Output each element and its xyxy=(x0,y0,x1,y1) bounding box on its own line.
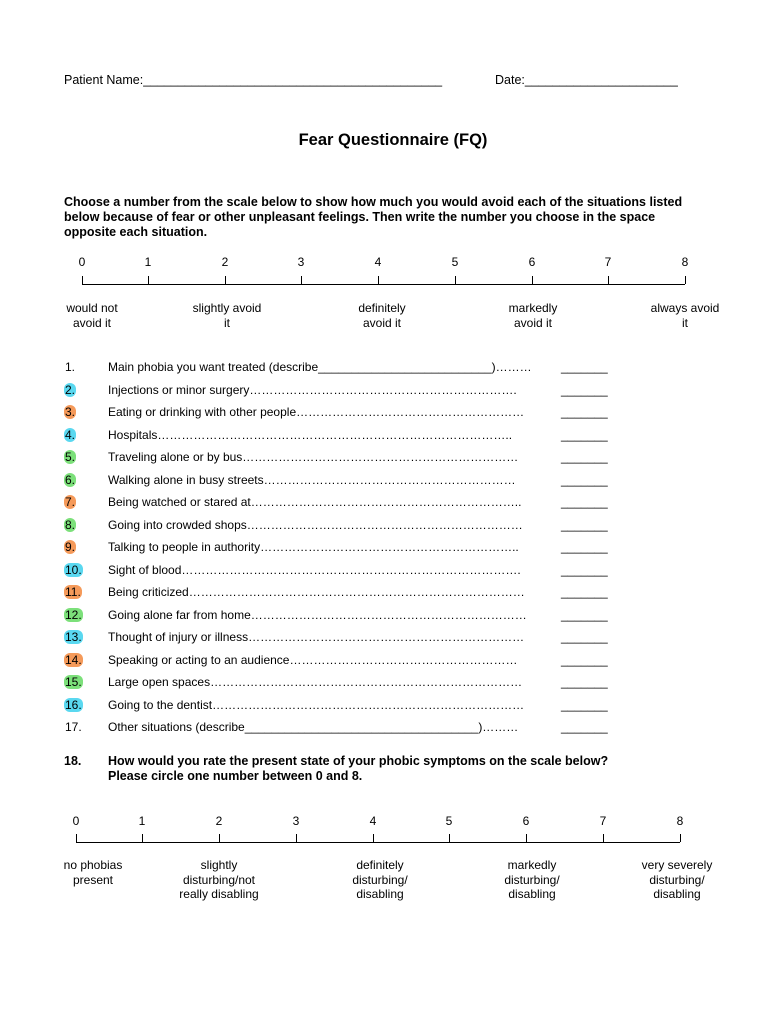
item-number: 1. xyxy=(65,360,76,374)
item-number: 5. xyxy=(65,450,76,464)
item-number: 14. xyxy=(65,652,82,667)
scale-number[interactable]: 8 xyxy=(676,814,684,828)
answer-blank[interactable]: _______ xyxy=(561,382,608,397)
item-number: 17. xyxy=(65,720,82,734)
answer-blank[interactable]: _______ xyxy=(561,450,608,464)
item-text: Other situations (describe___________________________________)……… xyxy=(108,720,519,734)
item-text: Main phobia you want treated (describe__________________________)……… xyxy=(108,360,532,374)
answer-blank[interactable]: _______ xyxy=(561,517,608,532)
item-text: Hospitals…………………………………………………………………………….. xyxy=(108,427,513,442)
avoidance-scale xyxy=(0,255,768,375)
item-number: 11. xyxy=(65,585,81,599)
scale-tick xyxy=(680,834,681,842)
scale-number[interactable]: 4 xyxy=(369,814,377,828)
answer-blank[interactable]: _______ xyxy=(561,630,608,644)
scale-tick xyxy=(219,834,220,842)
answer-blank[interactable]: _______ xyxy=(561,495,608,509)
scale-number: 3 xyxy=(297,255,305,269)
scale-anchor-label: markedly disturbing/ disabling xyxy=(504,858,560,901)
item-text: Speaking or acting to an audience………………………………………………… xyxy=(108,652,518,667)
scale-anchor-label: definitely avoid it xyxy=(358,301,406,330)
scale-anchor-label: would not avoid it xyxy=(66,301,118,330)
scale-number: 4 xyxy=(374,255,382,269)
scale-axis xyxy=(76,842,680,843)
scale-tick xyxy=(532,276,533,284)
scale-tick xyxy=(449,834,450,842)
scale-tick xyxy=(378,276,379,284)
scale-tick xyxy=(301,276,302,284)
scale-number: 0 xyxy=(78,255,86,269)
answer-blank[interactable]: _______ xyxy=(561,585,608,599)
answer-blank[interactable]: _______ xyxy=(561,472,608,487)
scale-anchor-label: slightly disturbing/not really disabling xyxy=(179,858,259,901)
scale-tick xyxy=(142,834,143,842)
answer-blank[interactable]: _______ xyxy=(561,697,608,712)
scale-number[interactable]: 0 xyxy=(72,814,80,828)
item-text: Eating or drinking with other people………………………………………………… xyxy=(108,405,525,419)
scale-number: 1 xyxy=(144,255,152,269)
scale-anchor-label: always avoid it xyxy=(650,301,720,330)
scale-anchor-label: very severely disturbing/ disabling xyxy=(641,858,713,901)
scale-tick xyxy=(82,276,83,284)
scale-tick xyxy=(373,834,374,842)
scale-number[interactable]: 3 xyxy=(292,814,300,828)
scale-tick xyxy=(76,834,77,842)
item-text: Large open spaces…………………………………………………………………… xyxy=(108,675,523,689)
answer-blank[interactable]: _______ xyxy=(561,540,608,554)
question-18-line1: How would you rate the present state of your phobic symptoms on the scale below? xyxy=(108,754,609,768)
item-number: 9. xyxy=(65,540,76,554)
scale-number[interactable]: 1 xyxy=(138,814,146,828)
item-number: 10. xyxy=(65,562,82,577)
item-text: Walking alone in busy streets……………………………………………………… xyxy=(108,472,516,487)
scale-axis xyxy=(82,284,685,285)
scale-tick xyxy=(296,834,297,842)
scale-tick xyxy=(608,276,609,284)
scale-number[interactable]: 7 xyxy=(599,814,607,828)
item-text: Being watched or stared at………………………………………………………….. xyxy=(108,495,522,509)
scale-anchor-label: markedly avoid it xyxy=(508,301,558,330)
scale-number: 6 xyxy=(528,255,536,269)
answer-blank[interactable]: _______ xyxy=(561,562,608,577)
item-number: 2. xyxy=(65,382,76,397)
item-text: Traveling alone or by bus…………………………………………………………… xyxy=(108,450,519,464)
question-18-text xyxy=(108,754,608,784)
item-number: 15. xyxy=(65,675,82,689)
instructions: Choose a number from the scale below to show how much you would avoid each of the situations listed below because of fear or other unpleasant feelings. Then write the number you choose in the space opposite each situation. xyxy=(64,195,683,239)
item-text: Talking to people in authority……………………………………………………….. xyxy=(108,540,519,554)
item-text: Going to the dentist…………………………………………………………………… xyxy=(108,697,525,712)
answer-blank[interactable]: _______ xyxy=(561,675,608,689)
item-number: 16. xyxy=(65,697,82,712)
item-number: 7. xyxy=(65,495,76,509)
item-text: Thought of injury or illness…………………………………………………………… xyxy=(108,630,525,644)
scale-number[interactable]: 5 xyxy=(445,814,453,828)
scale-tick xyxy=(526,834,527,842)
question-18-number: 18. xyxy=(64,754,82,768)
answer-blank[interactable]: _______ xyxy=(561,427,608,442)
scale-tick xyxy=(225,276,226,284)
scale-anchor-label: definitely disturbing/ disabling xyxy=(352,858,408,901)
item-number: 4. xyxy=(65,427,76,442)
date-field[interactable]: Date:______________________ xyxy=(495,73,678,87)
scale-number[interactable]: 6 xyxy=(522,814,530,828)
item-number: 12. xyxy=(65,607,82,622)
item-text: Going alone far from home…………………………………………………………… xyxy=(108,607,527,622)
item-number: 6. xyxy=(65,472,76,487)
scale-tick xyxy=(455,276,456,284)
scale-anchor-label: slightly avoid it xyxy=(192,301,262,330)
item-text: Injections or minor surgery…………………………………………………………. xyxy=(108,382,517,397)
item-number: 8. xyxy=(65,517,76,532)
answer-blank[interactable]: _______ xyxy=(561,607,608,622)
scale-tick xyxy=(603,834,604,842)
scale-number: 5 xyxy=(451,255,459,269)
item-text: Being criticized………………………………………………………………………… xyxy=(108,585,525,599)
scale-number: 7 xyxy=(604,255,612,269)
answer-blank[interactable]: _______ xyxy=(561,360,608,374)
scale-number: 8 xyxy=(681,255,689,269)
patient-name-field[interactable]: Patient Name:___________________________________________ xyxy=(64,73,443,87)
scale-tick xyxy=(685,276,686,284)
question-18-line2: Please circle one number between 0 and 8. xyxy=(108,769,363,783)
page-title: Fear Questionnaire (FQ) xyxy=(298,131,488,149)
scale-tick xyxy=(148,276,149,284)
answer-blank[interactable]: _______ xyxy=(561,405,608,419)
severity-scale xyxy=(0,814,768,934)
scale-number[interactable]: 2 xyxy=(215,814,223,828)
scale-number: 2 xyxy=(221,255,229,269)
scale-anchor-label: no phobias present xyxy=(63,858,123,887)
item-text: Sight of blood…………………………………………………………………………. xyxy=(108,562,521,577)
item-number: 3. xyxy=(65,405,76,419)
item-number: 13. xyxy=(65,630,82,644)
item-text: Going into crowded shops…………………………………………………………… xyxy=(108,517,523,532)
answer-blank[interactable]: _______ xyxy=(561,720,608,734)
answer-blank[interactable]: _______ xyxy=(561,652,608,667)
